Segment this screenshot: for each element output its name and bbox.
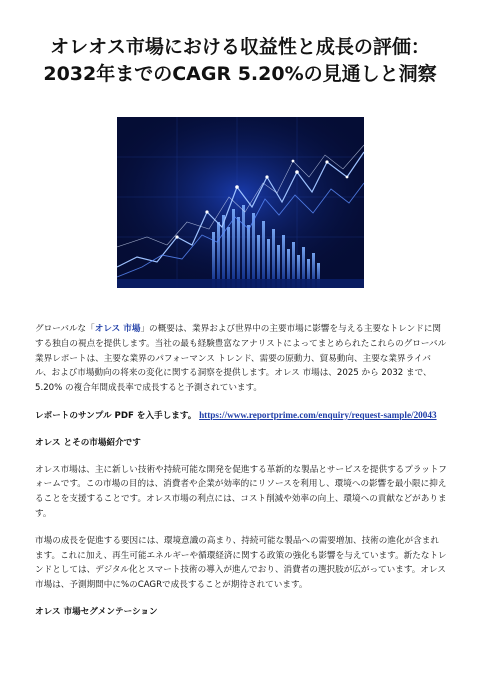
sample-label: レポートのサンプル PDF を入手します。 — [35, 410, 197, 421]
market-name-highlight: オレス 市場 — [94, 324, 141, 334]
section-heading-segmentation: オレス 市場セグメンテーション — [35, 606, 158, 617]
intro-paragraph — [35, 322, 447, 396]
section-heading-market-intro: オレス とその市場紹介です — [35, 437, 141, 448]
page-title — [20, 34, 460, 88]
market-intro-paragraph-1: オレス市場は、主に新しい技術や持続可能な開発を促進する革新的な製品とサービスを提供するプラットフォームです。この市場の目的は、消費者や企業が効率的にリソースを利用し、環境への影響を最小限に抑えることを支援することです。オレス市場の利点には、コスト削減や効率の向上、環境への貢献などがあります。 — [35, 464, 447, 519]
hero-image — [117, 117, 364, 288]
document-body — [35, 322, 447, 632]
title-line-1: オレオス市場における収益性と成長の評価： — [50, 36, 430, 58]
title-line-2: 2032年までのCAGR 5.20%の見通しと洞察 — [43, 63, 437, 85]
financial-chart-illustration — [117, 117, 364, 288]
sample-request-paragraph — [35, 408, 447, 424]
market-intro-paragraph-2: 市場の成長を促進する要因には、環境意識の高まり、持続可能な製品への需要増加、技術の進化が含まれます。これに加え、再生可能エネルギーや循環経済に関する政策の強化も影響を与えています。新たなトレンドとしては、デジタル化とスマート技術の導入が進んでおり、消費者の選択肢が広がっています。オレス市場は、予測期間中に%のCAGRで成長することが期待されています。 — [35, 535, 447, 591]
intro-text-post: 」の概要は、業界および世界中の主要市場に影響を与える主要なトレンドに関する独自の視点を提供します。当社の最も経験豊富なアナリストによってまとめられたこれらのグローバル業界レポートは、主要な業界のパフォーマンス トレンド、需要の原動力、貿易動向、主要な業界ライバル、および市場動向の将来の変化に関する洞察を提供します。オレス 市場は、2025 から 2032 まで、5.20% の複合年間成長率で成長すると予測されています。 — [35, 324, 447, 394]
sample-request-link[interactable]: https://www.reportprime.com/enquiry/request-sample/20043 — [199, 409, 437, 420]
intro-text-pre: グローバルな「 — [35, 324, 95, 334]
